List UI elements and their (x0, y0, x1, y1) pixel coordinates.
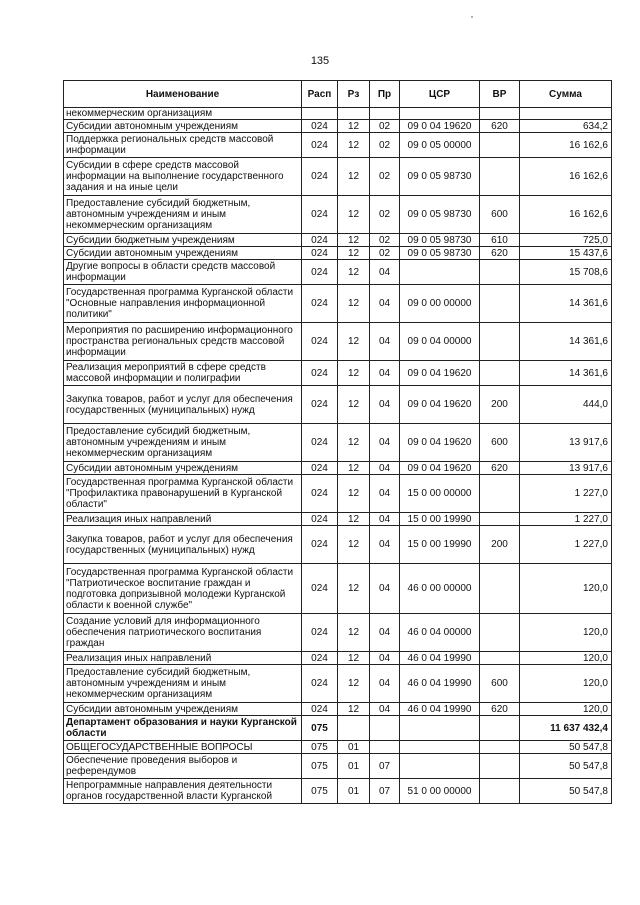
cell-pr: 04 (370, 475, 400, 513)
cell-pr: 04 (370, 614, 400, 652)
cell-rasp: 024 (302, 285, 338, 323)
cell-vr: 610 (480, 234, 520, 247)
cell-vr: 620 (480, 247, 520, 260)
cell-vr (480, 741, 520, 754)
cell-sum: 120,0 (520, 703, 612, 716)
cell-name: Непрограммные направления деятельности органов государственной власти Курганской (64, 779, 302, 804)
cell-sum: 1 227,0 (520, 526, 612, 564)
cell-csr (400, 716, 480, 741)
cell-rasp: 024 (302, 133, 338, 158)
cell-rasp: 024 (302, 614, 338, 652)
cell-pr: 02 (370, 158, 400, 196)
cell-rz: 12 (338, 196, 370, 234)
cell-name: Реализация мероприятий в сфере средств массовой информации и полиграфии (64, 361, 302, 386)
table-row (64, 234, 612, 247)
cell-pr: 04 (370, 462, 400, 475)
cell-csr: 46 0 04 19990 (400, 665, 480, 703)
cell-pr: 07 (370, 779, 400, 804)
cell-sum: 120,0 (520, 652, 612, 665)
cell-csr: 46 0 04 00000 (400, 614, 480, 652)
cell-name: Мероприятия по расширению информационного пространства региональных средств массовой информации (64, 323, 302, 361)
cell-name: Субсидии в сфере средств массовой информации на выполнение государственного задания и на иные цели (64, 158, 302, 196)
cell-vr (480, 361, 520, 386)
cell-sum: 14 361,6 (520, 323, 612, 361)
cell-rasp: 075 (302, 779, 338, 804)
cell-sum: 634,2 (520, 120, 612, 133)
cell-pr: 04 (370, 323, 400, 361)
cell-sum: 1 227,0 (520, 513, 612, 526)
cell-rasp: 024 (302, 247, 338, 260)
budget-table (63, 80, 612, 804)
cell-name: Закупка товаров, работ и услуг для обеспечения государственных (муниципальных) нужд (64, 526, 302, 564)
table-row (64, 716, 612, 741)
table-row (64, 158, 612, 196)
cell-sum: 50 547,8 (520, 741, 612, 754)
cell-rasp: 024 (302, 703, 338, 716)
cell-pr: 07 (370, 754, 400, 779)
cell-csr: 09 0 05 98730 (400, 234, 480, 247)
cell-csr: 46 0 04 19990 (400, 703, 480, 716)
cell-rz: 12 (338, 703, 370, 716)
cell-csr: 46 0 04 19990 (400, 652, 480, 665)
cell-rasp: 075 (302, 716, 338, 741)
cell-csr: 09 0 00 00000 (400, 285, 480, 323)
cell-csr: 15 0 00 19990 (400, 526, 480, 564)
cell-sum: 444,0 (520, 386, 612, 424)
cell-sum: 13 917,6 (520, 462, 612, 475)
cell-rz: 01 (338, 741, 370, 754)
cell-vr (480, 716, 520, 741)
table-header (64, 81, 612, 108)
cell-rz: 12 (338, 564, 370, 614)
cell-sum: 1 227,0 (520, 475, 612, 513)
cell-pr (370, 716, 400, 741)
cell-csr (400, 754, 480, 779)
cell-vr: 600 (480, 424, 520, 462)
cell-rz: 12 (338, 285, 370, 323)
cell-rz: 12 (338, 513, 370, 526)
cell-vr: 200 (480, 526, 520, 564)
cell-pr: 04 (370, 513, 400, 526)
cell-vr: 200 (480, 386, 520, 424)
cell-sum: 14 361,6 (520, 285, 612, 323)
cell-pr: 04 (370, 665, 400, 703)
cell-name: Субсидии автономным учреждениям (64, 247, 302, 260)
cell-csr: 15 0 00 19990 (400, 513, 480, 526)
cell-pr: 02 (370, 120, 400, 133)
cell-pr: 04 (370, 260, 400, 285)
cell-vr (480, 133, 520, 158)
cell-csr: 09 0 05 98730 (400, 158, 480, 196)
table-row (64, 285, 612, 323)
cell-sum: 15 708,6 (520, 260, 612, 285)
cell-name: Департамент образования и науки Курганской области (64, 716, 302, 741)
table-row (64, 247, 612, 260)
cell-sum: 725,0 (520, 234, 612, 247)
cell-sum: 50 547,8 (520, 754, 612, 779)
table-row (64, 513, 612, 526)
cell-rasp: 024 (302, 323, 338, 361)
cell-rz: 12 (338, 234, 370, 247)
cell-sum: 120,0 (520, 665, 612, 703)
cell-sum: 15 437,6 (520, 247, 612, 260)
cell-name: Закупка товаров, работ и услуг для обеспечения государственных (муниципальных) нужд (64, 386, 302, 424)
cell-name: Государственная программа Курганской области "Патриотическое воспитание граждан и подготовка допризывной молодежи Курганской области к военной службе" (64, 564, 302, 614)
cell-rz: 12 (338, 614, 370, 652)
cell-vr (480, 475, 520, 513)
page-number: 135 (310, 55, 330, 67)
cell-vr (480, 158, 520, 196)
cell-rasp: 024 (302, 526, 338, 564)
cell-vr: 620 (480, 462, 520, 475)
table-row (64, 196, 612, 234)
cell-csr (400, 260, 480, 285)
cell-rz: 12 (338, 526, 370, 564)
cell-rasp: 024 (302, 564, 338, 614)
cell-pr: 02 (370, 247, 400, 260)
col-header-rasp: Расп (302, 81, 338, 108)
cell-pr: 04 (370, 285, 400, 323)
cell-pr: 04 (370, 652, 400, 665)
cell-csr: 15 0 00 00000 (400, 475, 480, 513)
cell-pr: 04 (370, 703, 400, 716)
cell-vr: 600 (480, 665, 520, 703)
cell-name: Предоставление субсидий бюджетным, автономным учреждениям и иным некоммерческим организациям (64, 424, 302, 462)
cell-sum: 16 162,6 (520, 158, 612, 196)
cell-csr (400, 741, 480, 754)
cell-rz: 12 (338, 361, 370, 386)
cell-csr: 09 0 04 19620 (400, 386, 480, 424)
table-row (64, 526, 612, 564)
cell-rasp: 024 (302, 386, 338, 424)
cell-rasp: 024 (302, 424, 338, 462)
cell-rz: 12 (338, 120, 370, 133)
cell-name: Предоставление субсидий бюджетным, автономным учреждениям и иным некоммерческим организациям (64, 665, 302, 703)
cell-csr: 09 0 04 19620 (400, 424, 480, 462)
cell-csr: 09 0 04 19620 (400, 462, 480, 475)
cell-sum: 13 917,6 (520, 424, 612, 462)
cell-csr: 46 0 00 00000 (400, 564, 480, 614)
cell-rz: 12 (338, 323, 370, 361)
table-row (64, 260, 612, 285)
cell-pr: 02 (370, 133, 400, 158)
table-row (64, 703, 612, 716)
col-header-sum: Сумма (520, 81, 612, 108)
cell-name: ОБЩЕГОСУДАРСТВЕННЫЕ ВОПРОСЫ (64, 741, 302, 754)
cell-rz: 12 (338, 260, 370, 285)
cell-csr: 09 0 04 19620 (400, 120, 480, 133)
col-header-name: Наименование (64, 81, 302, 108)
scan-speck (471, 16, 473, 18)
cell-name: Реализация иных направлений (64, 513, 302, 526)
cell-pr: 04 (370, 386, 400, 424)
table-row (64, 741, 612, 754)
table-row (64, 614, 612, 652)
cell-vr (480, 652, 520, 665)
cell-rz (338, 716, 370, 741)
table-row (64, 475, 612, 513)
cell-pr: 04 (370, 361, 400, 386)
cell-rz: 12 (338, 665, 370, 703)
cell-csr: 09 0 05 98730 (400, 196, 480, 234)
cell-csr: 09 0 04 00000 (400, 323, 480, 361)
cell-name: Субсидии бюджетным учреждениям (64, 234, 302, 247)
cell-sum: 14 361,6 (520, 361, 612, 386)
table-row (64, 754, 612, 779)
col-header-rz: Рз (338, 81, 370, 108)
cell-rz: 12 (338, 475, 370, 513)
continuation-row (64, 108, 612, 120)
cell-name: Субсидии автономным учреждениям (64, 703, 302, 716)
cell-rasp: 024 (302, 234, 338, 247)
cell-vr: 620 (480, 120, 520, 133)
cell-vr (480, 779, 520, 804)
cell-pr: 04 (370, 526, 400, 564)
cell-csr: 09 0 04 19620 (400, 361, 480, 386)
cell-name: Субсидии автономным учреждениям (64, 462, 302, 475)
table-row (64, 779, 612, 804)
cell-pr: 04 (370, 424, 400, 462)
cell-sum: 16 162,6 (520, 133, 612, 158)
col-header-csr: ЦСР (400, 81, 480, 108)
cell-rasp: 075 (302, 754, 338, 779)
cell-rz: 12 (338, 386, 370, 424)
table-row (64, 462, 612, 475)
cell-rasp: 024 (302, 196, 338, 234)
cell-vr (480, 513, 520, 526)
cell-name: Создание условий для информационного обеспечения патриотического воспитания граждан (64, 614, 302, 652)
cell-rz: 01 (338, 754, 370, 779)
cell-vr: 620 (480, 703, 520, 716)
cell-rz: 12 (338, 133, 370, 158)
cell-rasp: 075 (302, 741, 338, 754)
cell-rz: 12 (338, 462, 370, 475)
cell-name: Государственная программа Курганской области "Профилактика правонарушений в Курганской области" (64, 475, 302, 513)
table-row (64, 424, 612, 462)
cell-rasp: 024 (302, 120, 338, 133)
cell-rasp: 024 (302, 260, 338, 285)
cell-csr: 09 0 05 00000 (400, 133, 480, 158)
cell-name: Предоставление субсидий бюджетным, автономным учреждениям и иным некоммерческим организациям (64, 196, 302, 234)
cell-vr (480, 260, 520, 285)
table-row (64, 361, 612, 386)
cell-name: Реализация иных направлений (64, 652, 302, 665)
cell-sum: 11 637 432,4 (520, 716, 612, 741)
cell-csr: 51 0 00 00000 (400, 779, 480, 804)
cell-rasp: 024 (302, 462, 338, 475)
cell-rasp: 024 (302, 361, 338, 386)
cell-rasp: 024 (302, 158, 338, 196)
cell-name: Государственная программа Курганской области "Основные направления информационной политики" (64, 285, 302, 323)
table-row (64, 120, 612, 133)
table-row (64, 665, 612, 703)
cell-rz: 12 (338, 247, 370, 260)
table-row (64, 323, 612, 361)
cell-name: Поддержка региональных средств массовой информации (64, 133, 302, 158)
cell-rasp: 024 (302, 513, 338, 526)
cell-rasp: 024 (302, 665, 338, 703)
cell-sum: 120,0 (520, 564, 612, 614)
cell-rasp: 024 (302, 475, 338, 513)
cell-pr: 04 (370, 564, 400, 614)
continuation-text: некоммерческим организациям (64, 108, 302, 120)
cell-vr (480, 285, 520, 323)
cell-rz: 12 (338, 158, 370, 196)
table-row (64, 133, 612, 158)
cell-pr: 02 (370, 234, 400, 247)
cell-name: Обеспечение проведения выборов и референдумов (64, 754, 302, 779)
cell-sum: 120,0 (520, 614, 612, 652)
cell-pr: 02 (370, 196, 400, 234)
cell-sum: 50 547,8 (520, 779, 612, 804)
cell-rasp: 024 (302, 652, 338, 665)
cell-csr: 09 0 05 98730 (400, 247, 480, 260)
table-row (64, 386, 612, 424)
cell-vr (480, 614, 520, 652)
cell-vr (480, 323, 520, 361)
cell-name: Субсидии автономным учреждениям (64, 120, 302, 133)
cell-sum: 16 162,6 (520, 196, 612, 234)
cell-name: Другие вопросы в области средств массовой информации (64, 260, 302, 285)
cell-vr (480, 754, 520, 779)
cell-rz: 12 (338, 424, 370, 462)
table-row (64, 652, 612, 665)
cell-vr (480, 564, 520, 614)
cell-pr (370, 741, 400, 754)
cell-vr: 600 (480, 196, 520, 234)
table-row (64, 564, 612, 614)
col-header-pr: Пр (370, 81, 400, 108)
cell-rz: 01 (338, 779, 370, 804)
cell-rz: 12 (338, 652, 370, 665)
col-header-vr: ВР (480, 81, 520, 108)
